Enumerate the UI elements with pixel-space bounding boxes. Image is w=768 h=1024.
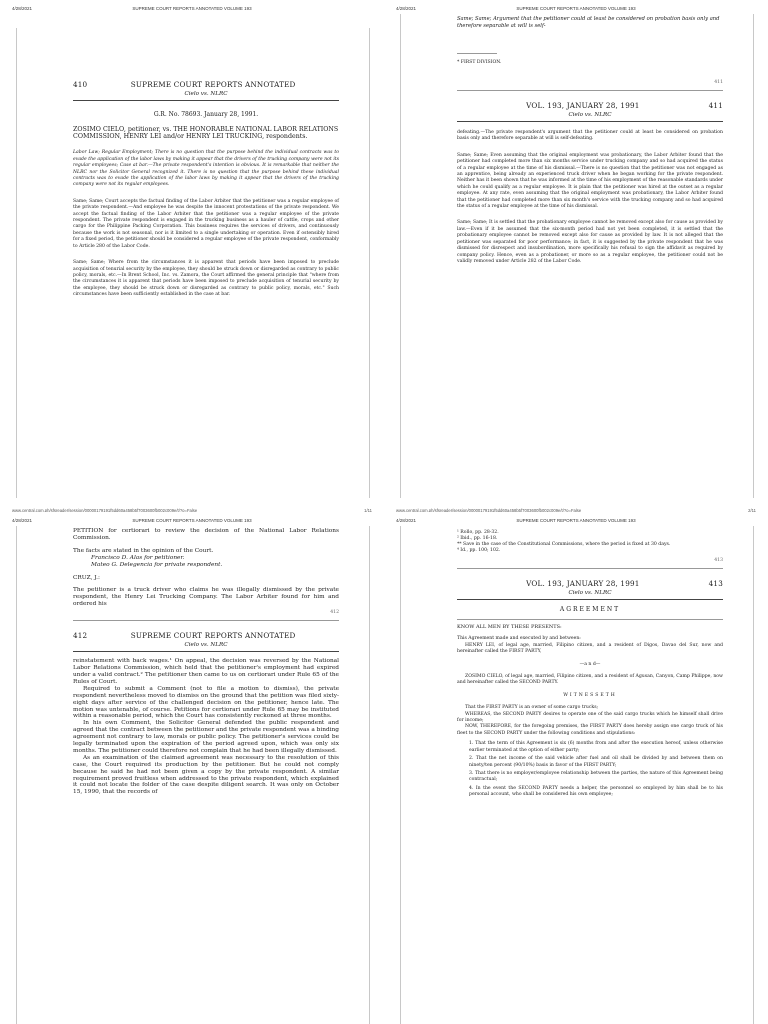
page-413-view: [384, 512, 768, 1024]
stipulation-1: 1. That the term of this Agreement is six (6) months from and after the execution hereof, unless otherwise earlier terminated at the option of either party;: [469, 741, 723, 753]
petition-line: PETITION for certiorari to review the decision of the National Labor Relations Commission.: [73, 528, 339, 541]
page-number: 410: [73, 80, 88, 89]
gr-number: G.R. No. 78693. January 28, 1991.: [153, 111, 259, 118]
syllabus-2: Same; Same; Court accepts the factual finding of the Labor Arbiter that the petitioner was a regular employee of the private respondent.—And employee he was despite the innocent protestations of the private respondent. We accept the factual finding of the Labor Arbiter that the petitioner was a regular employee of the private respondent. The private respondent is engaged in the trucking business as a hauler of cattle, crops and other cargo for the Philippine Packing Corporation. This business requires the services of drivers, and continuously because the work is not seasonal, nor is it limited to a single undertaking or operation. Even if ostensibly hired for a fixed period, the petitioner should be considered a regular employee of the private respondent, conformably to Article 280 of the Labor Code.: [73, 198, 339, 249]
facts-line: The facts are stated in the opinion of the Court.: [73, 547, 214, 554]
footnote-2: ² Ibid., pp. 16-18.: [457, 536, 498, 541]
print-title: SUPREME COURT REPORTS ANNOTATED VOLUME 193: [516, 518, 636, 523]
syllabus-4: defeating.—The private respondent's argument that the petitioner could at least be considered on probation basis only and therefore separable at will is self-defeating.: [457, 130, 723, 142]
syllabus-3: Same; Same; Where from the circumstances it is apparent that periods have been imposed to preclude acquisition of tenurial security by the employee, they should be struck down or disregarded as contrary to public policy, morals, etc.—In Brent School, Inc. vs. Zamora, the Court affirmed the general principle that "where from the circumstances it is apparent that periods have been imposed to preclude acquisition of tenurial security by the employee, they should be struck down or disregarded as contrary to public policy, morals, etc." Such circumstances have been sufficiently established in the case at bar.: [73, 260, 339, 298]
page-number: 412: [73, 631, 88, 641]
sheet-count: 2/11: [748, 508, 756, 512]
page-header: [73, 631, 339, 640]
page-number: 413: [708, 579, 723, 588]
previous-page-number: 411: [714, 80, 723, 85]
footnote: * FIRST DIVISION.: [457, 60, 502, 65]
case-title: Cielo vs. NLRC: [568, 112, 612, 118]
stipulation-4: 4. In the event the SECOND PARTY needs a helper, the personnel so employed by him shall be to his personal account, who shall be considered his own employee;: [469, 785, 723, 798]
syllabus-1: Labor Law; Regular Employment; There is no question that the purpose behind the individual contracts was to evade the application of the labor laws by making it appear that the drivers of the trucking company were not its regular employees; Case at bar.—The private respondent's intention is obvious. It is remarkable that neither the NLRC nor the Solicitor General recognized it. There is no question that the purpose behind these individual contracts was to evade the application of the labor laws by making it appear that the drivers of the trucking company were not its regular employees.: [73, 150, 339, 188]
page-number: 411: [708, 101, 723, 110]
page-header: [73, 80, 339, 89]
document-page: [16, 28, 370, 498]
source-url: www.central.com.ph/sfsreader/session/00000179191f5dd60a458b5f7003600fb002c009e/t/?o=False: [396, 508, 582, 512]
report-title: SUPREME COURT REPORTS ANNOTATED: [130, 631, 296, 641]
footnote-3: ** Save in the case of the Constitutional Commissions, where the period is fixed at 30 days.: [457, 542, 671, 547]
stipulation-2: 2. That the net income of the said vehicle after fuel and oil shall be divided by and between them on ninety/ten percent (90/10%) basis in favor of the FIRST PARTY;: [469, 756, 723, 768]
counsel-respondent: Mateo G. Delegencia for private respondent.: [91, 561, 223, 568]
volume-title: VOL. 193, JANUARY 28, 1991: [526, 579, 640, 588]
syllabus-continued: Same; Same; Argument that the petitioner could at least be considered on probation basis only and therefore separable at will is self-: [457, 16, 720, 29]
volume-title: VOL. 193, JANUARY 28, 1991: [526, 101, 640, 110]
print-date: 4/28/2021: [396, 6, 417, 11]
sheet-count: 1/11: [364, 508, 372, 512]
agreement-clause-1: That the FIRST PARTY is an owner of some cargo trucks;: [465, 705, 599, 711]
page-410-view: [0, 0, 384, 512]
opinion-paragraph-3: Required to submit a Comment (not to file a motion to dismiss), the private respondent nevertheless moved to dismiss on the ground that the petition was filed sixty-eight days after service of the challenged decision on the petitioner, hence late. The motion was untenable, of course. Petitions for certiorari under Rule 65 may be instituted within a reasonable period, which the Court has consistently reckoned at three months.: [73, 685, 339, 720]
document-page: [16, 526, 370, 1024]
report-title: SUPREME COURT REPORTS ANNOTATED: [130, 80, 296, 89]
stipulation-3: 3. That there is no employer/employee relationship between the parties, the nature of this Agreement being contractual;: [469, 770, 723, 783]
print-date: 4/28/2021: [12, 518, 33, 523]
page-411-view: [384, 0, 768, 512]
document-page: [400, 14, 754, 498]
print-title: SUPREME COURT REPORTS ANNOTATED VOLUME 193: [132, 6, 252, 11]
print-date: 4/28/2021: [396, 518, 417, 523]
syllabus-6: Same; Same; It is settled that the probationary employee cannot be removed except also for cause as provided by law.—Even if it be assumed that the six-month period had not yet been completed, it is settled that the probationary employee cannot be removed except also for cause as provided by law. It is not alleged that the petitioner was separated for poor performance; in fact, it is suggested by the private respondent that he was dismissed for disrespect and insubordination, more specifically his refusal to sign the affidavit as required by company policy. Hence, even as a probationer, or more so as a regular employee, the petitioner could not be validly removed under Article 282 of the Labor Code.: [457, 220, 723, 264]
agreement-clause-2: WHEREAS, the SECOND PARTY desires to operate one of the said cargo trucks which he himself shall drive for income;: [457, 711, 723, 724]
opinion-paragraph-5: As an examination of the claimed agreement was necessary to the resolution of this case, the Court required its production by the petitioner. But he could not comply because he said he had not been given a copy by the private respondent. A similar requirement proved fruitless when addressed to the private respondent, which explained it could not locate the folder of the case despite diligent search. It was only on October 15, 1990, that the records of: [73, 754, 339, 796]
print-title: SUPREME COURT REPORTS ANNOTATED VOLUME 193: [516, 6, 636, 11]
document-page: [400, 526, 754, 1024]
opinion-paragraph-1: The petitioner is a truck driver who claims he was illegally dismissed by the private respondent, the Henry Lei Trucking Company. The Labor Arbiter found for him and ordered his: [73, 587, 339, 608]
case-parties: ZOSIMO CIELO, petitioner, vs. THE HONORABLE NATIONAL LABOR RELATIONS COMMISSION, HENRY LEI and/or HENRY LEI TRUCKING, respondents.: [73, 126, 339, 141]
second-party: ZOSIMO CIELO, of legal age, married, Filipino citizen, and a resident of Agusan, Canyon, Camp Philippe, now and hereinafter called the SECOND PARTY.: [457, 674, 723, 686]
page-header: [457, 101, 723, 110]
ponente: CRUZ, J.:: [73, 574, 100, 581]
previous-page-number: 413: [714, 558, 723, 563]
agreement-intro: This Agreement made and executed by and between:: [457, 636, 581, 642]
witnesseth-heading: WITNESSETH: [563, 692, 617, 698]
agreement-preamble: KNOW ALL MEN BY THESE PRESENTS:: [457, 624, 562, 630]
agreement-title: AGREEMENT: [559, 606, 621, 613]
source-url: www.central.com.ph/sfsreader/session/00000179191f5dd60a458b5f7003600fb002c009e/t/?o=False: [12, 508, 198, 512]
previous-page-number: 412: [330, 610, 339, 616]
print-title: SUPREME COURT REPORTS ANNOTATED VOLUME 193: [132, 518, 252, 523]
opinion-paragraph-4: In his own Comment, the Solicitor General defended the public respondent and agreed that the contract between the petitioner and the private respondent was a binding agreement not contrary to law, morals or public policy. The petitioner's services could be legally terminated upon the expiration of the period agreed upon, which was only six months. The petitioner could therefore not complain that he had been illegally dismissed.: [73, 720, 339, 754]
and-separator: —a n d—: [579, 661, 601, 667]
case-title: Cielo vs. NLRC: [184, 91, 228, 97]
syllabus-5: Same; Same; Even assuming that the original employment was probationary, the Labor Arbiter found that the petitioner had completed more than six months service under trucking company and so had acquired the status of a regular employee at the time of his dismissal.—There is no question that the petitioner was not engaged as an apprentice, being already an experienced truck driver when he began working for the private respondent. Neither has it been shown that he was informed at the time of his employment of the reasonable standards under which he could qualify as a regular employee. It is plain that the petitioner was hired at the outset as a regular employee. At any rate, even assuming that the original employment was probationary, the Labor Arbiter found that the petitioner had completed more than six month's service with the trucking company and so had acquired the status of a regular employee at the time of his dismissal.: [457, 152, 723, 210]
opinion-paragraph-2: reinstatement with back wages.¹ On appeal, the decision was reversed by the National Labor Relations Commission, which held that the petitioner's employment had expired under a valid contract.² The petitioner then came to us on certiorari under Rule 65 of the Rules of Court.: [73, 658, 339, 685]
footnote-1: ¹ Rollo, pp. 28-32.: [457, 530, 499, 535]
agreement-clause-3: NOW, THEREFORE, for the foregoing premises, the FIRST PARTY does hereby assign one cargo truck of his fleet to the SECOND PARTY under the following conditions and stipulations:: [457, 724, 723, 736]
counsel-petitioner: Francisco D. Alas for petitioner.: [91, 554, 185, 561]
page-header: [457, 579, 723, 588]
page-412-view: [0, 512, 384, 1024]
print-date: 4/28/2021: [12, 6, 33, 11]
case-title: Cielo vs. NLRC: [184, 642, 228, 649]
footnote-4: ⁴ Id., pp. 100; 102.: [457, 548, 501, 553]
first-party: HENRY LEI, of legal age, married, Filipino citizen, and a resident of Digos, Davao del Sur, now and hereinafter called the FIRST PARTY,: [457, 642, 723, 655]
case-title: Cielo vs. NLRC: [568, 590, 612, 596]
